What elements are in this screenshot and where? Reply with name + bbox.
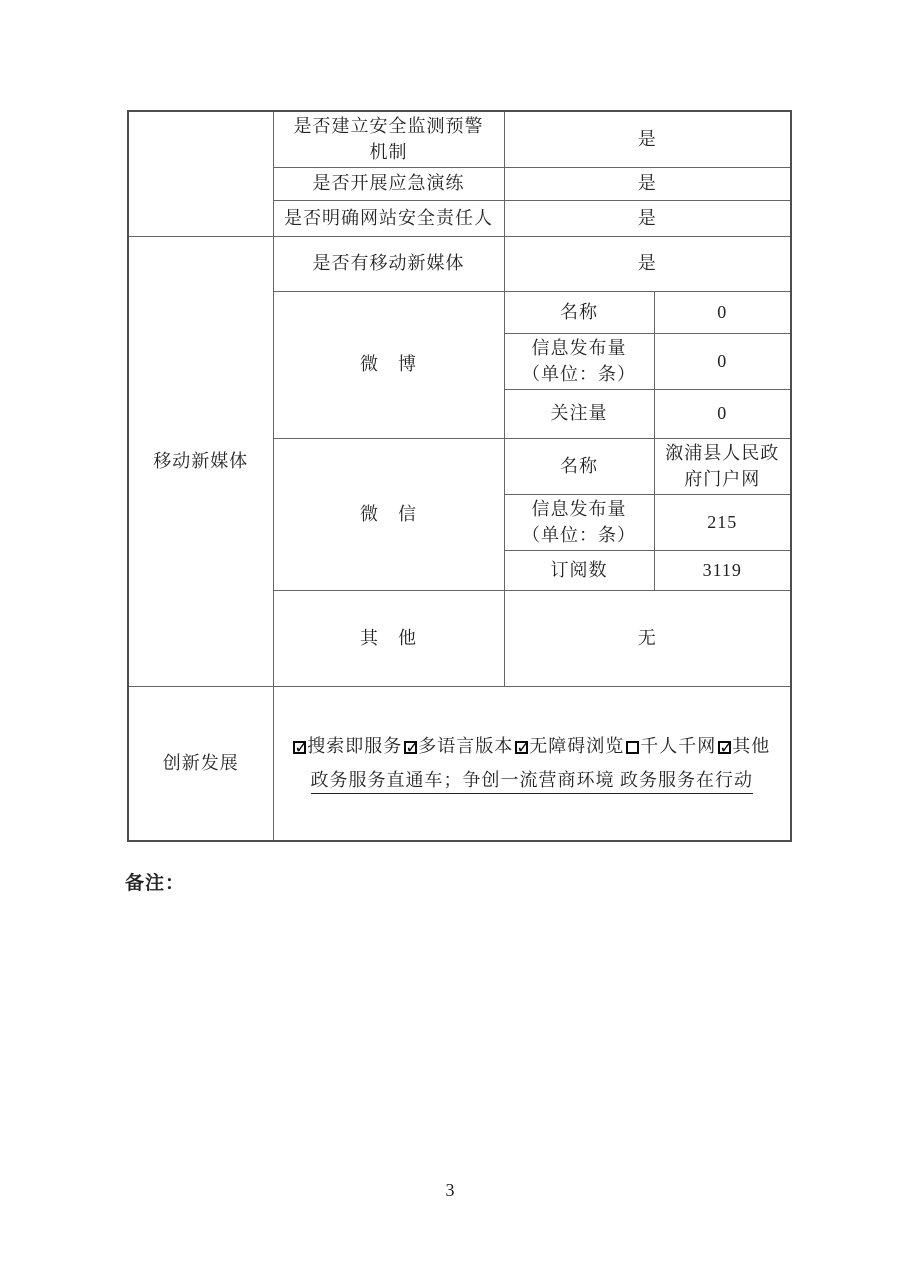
security-monitor-value: 是: [504, 111, 791, 168]
has-mobile-media-value: 是: [504, 237, 791, 292]
section-label-mobile-media: 移动新媒体: [128, 237, 273, 687]
weibo-label: 微 博: [273, 292, 504, 439]
innovation-option-label: 其他: [732, 735, 771, 756]
innovation-other-detail: 政务服务直通车；争创一流营商环境 政务服务在行动: [311, 770, 754, 794]
page-number: 3: [445, 1180, 455, 1200]
checkbox-icon: [404, 741, 417, 754]
innovation-option-other: [716, 736, 770, 756]
wechat-posts-value: 215: [654, 495, 791, 551]
has-mobile-media-label: 是否有移动新媒体: [273, 237, 504, 292]
checkbox-icon: [293, 741, 306, 754]
weibo-name-value: 0: [654, 292, 791, 334]
prev-section-empty-cell: [128, 111, 273, 237]
wechat-label: 微 信: [273, 439, 504, 591]
innovation-option-label: 多语言版本: [418, 735, 514, 756]
security-officer-label: 是否明确网站安全责任人: [273, 201, 504, 237]
innovation-option-label: 千人千网: [640, 735, 717, 756]
wechat-name-label: 名称: [504, 439, 654, 495]
wechat-posts-label: 信息发布量 （单位：条）: [504, 495, 654, 551]
innovation-other-detail-row: [279, 768, 786, 794]
innovation-options-row: [279, 734, 786, 760]
wechat-name-value: 溆浦县人民政 府门户网: [654, 439, 791, 495]
weibo-followers-value: 0: [654, 390, 791, 439]
security-officer-value: 是: [504, 201, 791, 237]
innovation-option-search: [293, 736, 402, 756]
innovation-option-label: 搜索即服务: [307, 735, 403, 756]
checkbox-icon: [718, 741, 731, 754]
innovation-option-accessibility: [513, 736, 624, 756]
wechat-subscribers-value: 3119: [654, 551, 791, 591]
wechat-subscribers-label: 订阅数: [504, 551, 654, 591]
emergency-drill-value: 是: [504, 168, 791, 201]
innovation-content-cell: [273, 687, 791, 841]
emergency-drill-label: 是否开展应急演练: [273, 168, 504, 201]
innovation-option-label: 无障碍浏览: [529, 735, 625, 756]
weibo-posts-label: 信息发布量 （单位：条）: [504, 334, 654, 390]
remarks-label: 备注：: [125, 873, 186, 894]
weibo-followers-label: 关注量: [504, 390, 654, 439]
innovation-option-qianrenqianwang: [624, 736, 716, 756]
weibo-posts-value: 0: [654, 334, 791, 390]
other-media-value: 无: [504, 591, 791, 687]
section-label-innovation: 创新发展: [128, 687, 273, 841]
security-monitor-label: 是否建立安全监测预警 机制: [273, 111, 504, 168]
annual-report-table: [127, 110, 792, 842]
checkbox-icon: [626, 741, 639, 754]
weibo-name-label: 名称: [504, 292, 654, 334]
checkbox-icon: [515, 741, 528, 754]
other-media-label: 其 他: [273, 591, 504, 687]
innovation-option-multilang: [402, 736, 513, 756]
